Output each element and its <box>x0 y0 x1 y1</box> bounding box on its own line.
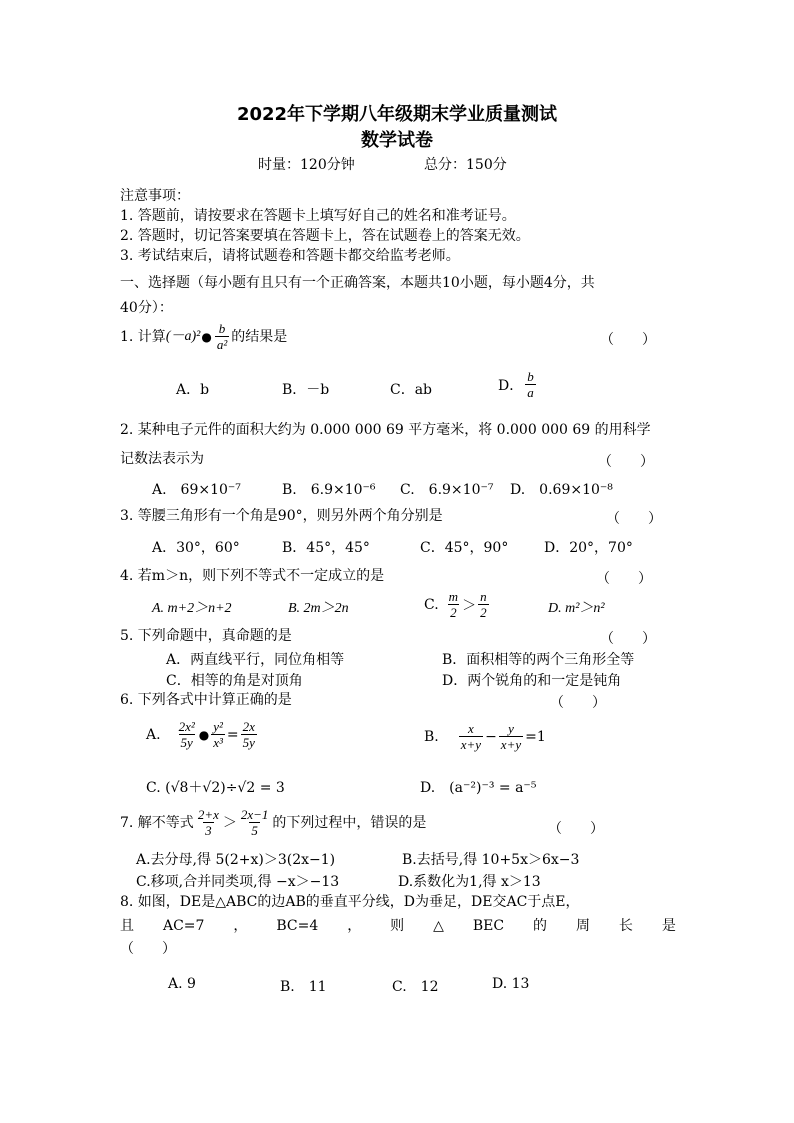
notice-heading: 注意事项： <box>120 188 190 204</box>
notice-item: 1. 答题前，请按要求在答题卡上填写好自己的姓名和准考证号。 <box>120 208 516 224</box>
option-d: D．20°，70° <box>544 540 633 556</box>
option-c: C．ab <box>390 382 433 398</box>
fraction: $\frac{x}{x+y}$ <box>460 721 482 752</box>
question-8-stem-cont: 且 AC=7 ， BC=4 ， 则 △ BEC 的 周 长 是 <box>120 918 676 934</box>
option-d: D. m²＞n² <box>548 601 605 616</box>
fraction: $\frac{\text{2x²}}{5y}$ <box>178 719 195 750</box>
fraction: $\frac{n}{2}$ <box>480 589 487 620</box>
option-c: C.移项,合并同类项,得 −x＞−13 <box>136 874 340 890</box>
option-b: B．面积相等的两个三角形全等 <box>442 652 635 668</box>
answer-paren: （ ） <box>600 332 656 348</box>
answer-paren: （ ） <box>606 511 662 527</box>
option-d: D. 0.69×10⁻⁸ <box>510 482 613 498</box>
option-b: B. 6.9×10⁻⁶ <box>282 482 376 498</box>
question-1-stem: 1. 计算 (－a)² ● $\frac{b}{\text{a²}}$ 的结果是 <box>120 321 288 352</box>
question-5-stem: 5. 下列命题中，真命题的是 <box>120 628 292 644</box>
option-a: A. 69×10⁻⁷ <box>152 482 241 498</box>
option-b: B.去括号,得 10+5x＞6x−3 <box>402 852 580 868</box>
answer-paren: （ ） <box>598 454 654 470</box>
question-4-stem: 4. 若m＞n，则下列不等式不一定成立的是 <box>120 568 385 584</box>
fraction: $\frac{2x-1}{5}$ <box>240 807 269 838</box>
option-d: D．两个锐角的和一定是钝角 <box>442 673 622 689</box>
question-6-stem: 6. 下列各式中计算正确的是 <box>120 692 292 708</box>
question-8-stem: 8. 如图，DE是△ABC的边AB的垂直平分线，D为垂足，DE交AC于点E， <box>120 894 580 910</box>
fraction: $\frac{b}{a}$ <box>527 369 534 400</box>
notice-item: 2. 答题时，切记答案要填在答题卡上，答在试题卷上的答案无效。 <box>120 228 530 244</box>
fraction: $\frac{y}{x+y}$ <box>500 721 522 752</box>
question-3-stem: 3. 等腰三角形有一个角是90°，则另外两个角分别是 <box>120 508 443 524</box>
question-2-stem-cont: 记数法表示为 <box>120 451 204 467</box>
option-b: B．45°，45° <box>282 540 370 556</box>
option-c: C．相等的角是对顶角 <box>166 673 303 689</box>
section-heading-cont: 40分）： <box>120 300 173 316</box>
option-c: C．45°，90° <box>420 540 509 556</box>
section-heading: 一、选择题（每小题有且只有一个正确答案，本题共10小题，每小题4分，共 <box>120 275 595 291</box>
option-a: A. m+2＞n+2 <box>152 601 232 616</box>
option-c: C. (√8＋√2)÷√2 = 3 <box>146 780 285 796</box>
option-d: D. (a⁻²)⁻³ = a⁻⁵ <box>420 780 537 796</box>
option-a: A. 9 <box>168 976 196 992</box>
answer-paren: （ ） <box>596 571 652 587</box>
option-b: B. $\frac{x}{x+y}$ − $\frac{y}{x+y}$ =1 <box>424 721 546 752</box>
exam-time: 时量：120分钟 <box>258 157 355 173</box>
notice-item: 3. 考试结束后，请将试题卷和答题卡都交给监考老师。 <box>120 248 460 264</box>
fraction: $\frac{2x}{5y}$ <box>242 719 255 750</box>
exam-subtitle: 数学试卷 <box>361 130 433 151</box>
option-a: A. $\frac{\text{2x²}}{5y}$ ● $\frac{\text{y²}}{\text{x³}}$ = $\frac{2x}{5y}$ <box>146 719 255 750</box>
option-b: B. 11 <box>280 979 327 995</box>
fraction: $\frac{m}{2}$ <box>448 589 459 620</box>
option-c: C. 12 <box>392 979 439 995</box>
option-d: D.系数化为1,得 x＞13 <box>398 874 541 890</box>
option-a: A．两直线平行，同位角相等 <box>166 652 345 668</box>
answer-paren: （ ） <box>600 631 656 647</box>
question-2-stem: 2. 某种电子元件的面积大约为 0.000 000 69 平方毫米，将 0.000 000 69 的用科学 <box>120 422 651 438</box>
exam-title: 2022年下学期八年级期末学业质量测试 <box>236 104 558 125</box>
option-c: C. $\frac{m}{2}$ ＞ $\frac{n}{2}$ <box>424 589 487 620</box>
exam-score: 总分：150分 <box>424 157 507 173</box>
option-c: C. 6.9×10⁻⁷ <box>400 482 494 498</box>
option-d: D． $\frac{b}{a}$ <box>498 369 534 400</box>
answer-paren: （ ） <box>548 821 604 837</box>
option-a: A．b <box>176 382 210 398</box>
option-d: D. 13 <box>492 976 530 992</box>
fraction: $\frac{b}{\text{a²}}$ <box>216 321 228 352</box>
answer-paren: （ ） <box>120 941 176 957</box>
option-b: B．－b <box>282 382 330 398</box>
option-b: B. 2m＞2n <box>288 601 349 616</box>
fraction: $\frac{2+x}{3}$ <box>197 807 219 838</box>
question-7-stem: 7. 解不等式 $\frac{2+x}{3}$ ＞ $\frac{2x-1}{5}$ 的下列过程中，错误的是 <box>120 807 427 838</box>
fraction: $\frac{\text{y²}}{\text{x³}}$ <box>213 719 223 750</box>
answer-paren: （ ） <box>550 695 606 711</box>
option-a: A．30°，60° <box>152 540 240 556</box>
option-a: A.去分母,得 5(2+x)＞3(2x−1) <box>136 852 336 868</box>
